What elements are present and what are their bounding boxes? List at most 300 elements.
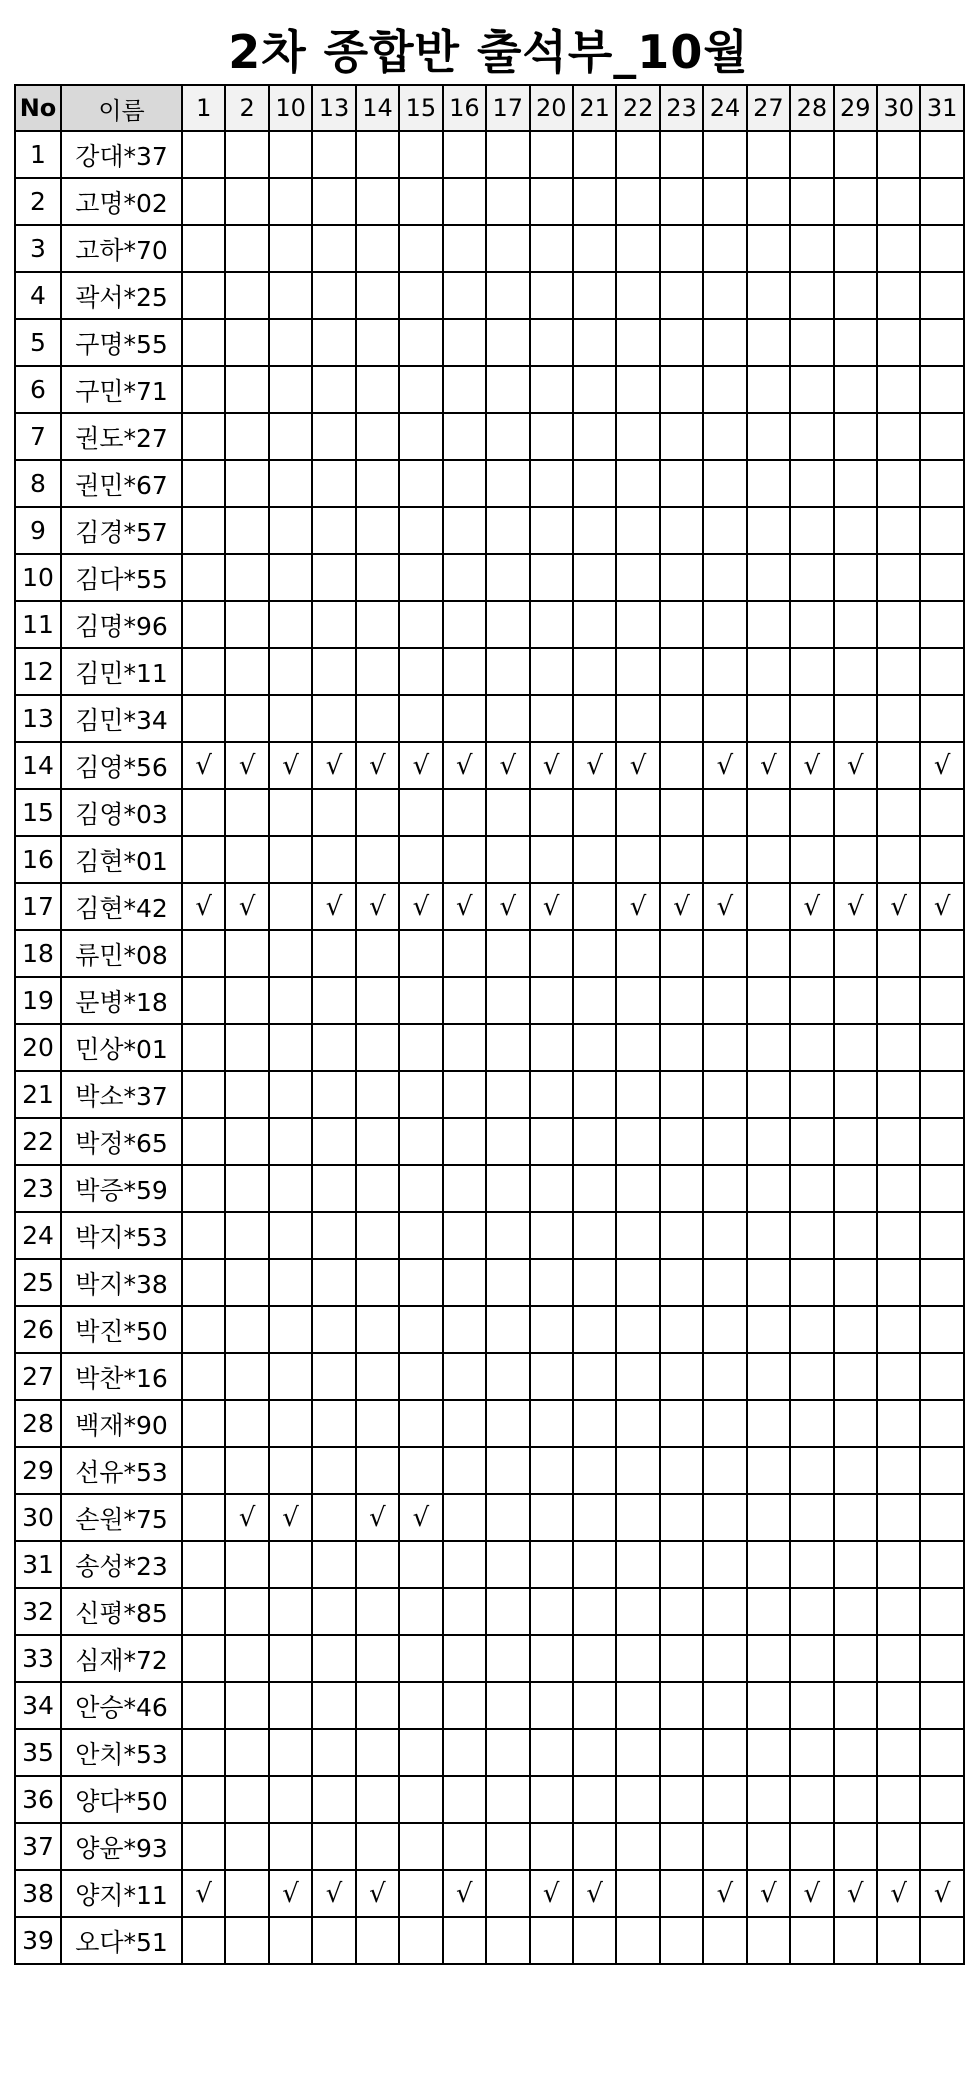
attendance-cell (703, 1823, 746, 1870)
attendance-cell (182, 1776, 225, 1823)
attendance-cell (399, 272, 442, 319)
attendance-cell (573, 507, 616, 554)
attendance-cell (573, 1588, 616, 1635)
attendance-cell (877, 507, 920, 554)
attendance-cell (182, 1447, 225, 1494)
row-number: 32 (15, 1588, 61, 1635)
attendance-cell (356, 1118, 399, 1165)
attendance-cell (616, 1870, 659, 1917)
attendance-cell (356, 225, 399, 272)
attendance-cell (747, 1306, 790, 1353)
attendance-check: √ (399, 1494, 442, 1541)
row-number: 15 (15, 789, 61, 836)
attendance-cell (269, 1635, 312, 1682)
attendance-cell (182, 319, 225, 366)
attendance-cell (703, 930, 746, 977)
attendance-cell (877, 554, 920, 601)
attendance-cell (660, 272, 703, 319)
attendance-cell (269, 178, 312, 225)
row-number: 6 (15, 366, 61, 413)
attendance-cell (703, 1306, 746, 1353)
attendance-cell (920, 1635, 963, 1682)
row-number: 17 (15, 883, 61, 930)
attendance-cell (312, 648, 355, 695)
attendance-cell (790, 930, 833, 977)
student-name: 류민*08 (61, 930, 182, 977)
attendance-cell (877, 977, 920, 1024)
attendance-cell (182, 131, 225, 178)
attendance-cell (877, 1541, 920, 1588)
attendance-cell (790, 131, 833, 178)
attendance-cell (182, 272, 225, 319)
attendance-cell (834, 1823, 877, 1870)
attendance-cell (182, 366, 225, 413)
student-name: 손원*75 (61, 1494, 182, 1541)
attendance-cell (920, 225, 963, 272)
header-day: 21 (573, 85, 616, 131)
attendance-cell (530, 1071, 573, 1118)
attendance-cell (616, 1541, 659, 1588)
attendance-cell (573, 1212, 616, 1259)
attendance-cell (399, 930, 442, 977)
attendance-cell (834, 1541, 877, 1588)
table-row (15, 1541, 964, 1588)
table-row (15, 601, 964, 648)
attendance-cell (182, 1682, 225, 1729)
attendance-cell (920, 554, 963, 601)
attendance-cell (703, 695, 746, 742)
attendance-cell (312, 1165, 355, 1212)
attendance-cell (573, 225, 616, 272)
attendance-cell (747, 272, 790, 319)
table-body (15, 131, 964, 1964)
attendance-cell (834, 1494, 877, 1541)
attendance-cell (660, 225, 703, 272)
attendance-cell (356, 460, 399, 507)
attendance-check: √ (877, 1870, 920, 1917)
student-name: 박정*65 (61, 1118, 182, 1165)
attendance-check: √ (356, 1494, 399, 1541)
attendance-cell (312, 1494, 355, 1541)
attendance-cell (920, 1024, 963, 1071)
attendance-cell (660, 1071, 703, 1118)
attendance-cell (225, 1729, 268, 1776)
attendance-cell (443, 1541, 486, 1588)
attendance-cell (312, 1823, 355, 1870)
attendance-cell (356, 272, 399, 319)
student-name: 고명*02 (61, 178, 182, 225)
attendance-cell (573, 1071, 616, 1118)
attendance-cell (399, 1682, 442, 1729)
attendance-cell (790, 1447, 833, 1494)
attendance-cell (269, 695, 312, 742)
attendance-cell (877, 742, 920, 789)
attendance-cell (790, 507, 833, 554)
attendance-cell (269, 131, 312, 178)
table-row (15, 1400, 964, 1447)
attendance-cell (269, 883, 312, 930)
student-name: 민상*01 (61, 1024, 182, 1071)
attendance-cell (443, 554, 486, 601)
attendance-cell (443, 1635, 486, 1682)
attendance-cell (399, 789, 442, 836)
attendance-cell (182, 1494, 225, 1541)
attendance-cell (616, 225, 659, 272)
attendance-cell (225, 601, 268, 648)
attendance-cell (443, 648, 486, 695)
attendance-cell (747, 1212, 790, 1259)
attendance-cell (703, 413, 746, 460)
row-number: 21 (15, 1071, 61, 1118)
table-row (15, 507, 964, 554)
attendance-cell (399, 1635, 442, 1682)
attendance-cell (877, 1212, 920, 1259)
attendance-cell (486, 601, 529, 648)
attendance-cell (834, 1259, 877, 1306)
attendance-cell (703, 1541, 746, 1588)
student-name: 안승*46 (61, 1682, 182, 1729)
attendance-cell (573, 836, 616, 883)
attendance-table (14, 84, 965, 1965)
attendance-cell (573, 1400, 616, 1447)
attendance-cell (225, 1024, 268, 1071)
attendance-cell (616, 977, 659, 1024)
attendance-cell (486, 1870, 529, 1917)
attendance-cell (486, 1729, 529, 1776)
attendance-cell (616, 1400, 659, 1447)
attendance-cell (834, 1212, 877, 1259)
attendance-cell (443, 1212, 486, 1259)
attendance-cell (269, 1682, 312, 1729)
table-row (15, 1870, 964, 1917)
attendance-cell (747, 1823, 790, 1870)
attendance-check: √ (225, 742, 268, 789)
attendance-cell (920, 977, 963, 1024)
attendance-cell (747, 930, 790, 977)
attendance-cell (356, 1212, 399, 1259)
attendance-cell (703, 554, 746, 601)
attendance-cell (182, 1212, 225, 1259)
attendance-cell (225, 1776, 268, 1823)
attendance-cell (660, 1823, 703, 1870)
attendance-cell (747, 413, 790, 460)
student-name: 박증*59 (61, 1165, 182, 1212)
attendance-cell (399, 460, 442, 507)
attendance-cell (182, 460, 225, 507)
student-name: 김명*96 (61, 601, 182, 648)
attendance-cell (356, 554, 399, 601)
attendance-cell (399, 695, 442, 742)
attendance-cell (834, 225, 877, 272)
attendance-check: √ (703, 1870, 746, 1917)
attendance-cell (834, 1165, 877, 1212)
attendance-cell (877, 1823, 920, 1870)
attendance-cell (703, 977, 746, 1024)
attendance-cell (660, 836, 703, 883)
attendance-cell (530, 1494, 573, 1541)
attendance-cell (312, 1917, 355, 1964)
attendance-cell (486, 366, 529, 413)
attendance-cell (530, 1729, 573, 1776)
row-number: 3 (15, 225, 61, 272)
attendance-cell (269, 272, 312, 319)
attendance-cell (269, 1447, 312, 1494)
attendance-cell (486, 1259, 529, 1306)
attendance-cell (269, 1165, 312, 1212)
page-title: 2차 종합반 출석부_10월 (228, 25, 749, 79)
attendance-cell (616, 1729, 659, 1776)
attendance-cell (269, 1729, 312, 1776)
attendance-cell (443, 1682, 486, 1729)
attendance-cell (486, 977, 529, 1024)
attendance-cell (920, 1165, 963, 1212)
attendance-cell (182, 977, 225, 1024)
table-row (15, 272, 964, 319)
attendance-check: √ (269, 1494, 312, 1541)
attendance-cell (920, 178, 963, 225)
attendance-cell (399, 1541, 442, 1588)
attendance-cell (747, 1071, 790, 1118)
attendance-cell (399, 648, 442, 695)
attendance-cell (920, 1541, 963, 1588)
attendance-cell (616, 272, 659, 319)
attendance-cell (530, 319, 573, 366)
attendance-cell (399, 319, 442, 366)
attendance-cell (877, 1635, 920, 1682)
attendance-cell (269, 1917, 312, 1964)
attendance-cell (660, 695, 703, 742)
attendance-check: √ (834, 742, 877, 789)
attendance-cell (877, 648, 920, 695)
attendance-cell (616, 1024, 659, 1071)
attendance-cell (225, 1447, 268, 1494)
attendance-cell (399, 1259, 442, 1306)
row-number: 5 (15, 319, 61, 366)
header-day: 20 (530, 85, 573, 131)
attendance-cell (703, 225, 746, 272)
attendance-cell (790, 554, 833, 601)
attendance-cell (573, 695, 616, 742)
attendance-cell (269, 1776, 312, 1823)
attendance-cell (225, 1071, 268, 1118)
attendance-cell (747, 554, 790, 601)
row-number: 28 (15, 1400, 61, 1447)
attendance-cell (877, 178, 920, 225)
attendance-cell (443, 413, 486, 460)
attendance-cell (877, 272, 920, 319)
attendance-cell (312, 695, 355, 742)
attendance-cell (443, 460, 486, 507)
attendance-cell (269, 1588, 312, 1635)
attendance-cell (182, 1353, 225, 1400)
attendance-cell (703, 1118, 746, 1165)
student-name: 박지*53 (61, 1212, 182, 1259)
attendance-cell (486, 930, 529, 977)
attendance-cell (356, 413, 399, 460)
attendance-cell (877, 366, 920, 413)
attendance-cell (399, 1776, 442, 1823)
attendance-cell (747, 1353, 790, 1400)
attendance-cell (486, 1306, 529, 1353)
attendance-cell (920, 366, 963, 413)
table-row (15, 1776, 964, 1823)
table-row (15, 460, 964, 507)
attendance-check: √ (573, 742, 616, 789)
attendance-cell (660, 1118, 703, 1165)
attendance-cell (834, 601, 877, 648)
header-day: 2 (225, 85, 268, 131)
attendance-cell (616, 131, 659, 178)
attendance-cell (530, 507, 573, 554)
student-name: 김경*57 (61, 507, 182, 554)
row-number: 24 (15, 1212, 61, 1259)
student-name: 김다*55 (61, 554, 182, 601)
attendance-check: √ (920, 1870, 963, 1917)
attendance-check: √ (312, 742, 355, 789)
attendance-cell (747, 1588, 790, 1635)
attendance-cell (443, 178, 486, 225)
table-row (15, 648, 964, 695)
attendance-cell (920, 413, 963, 460)
header-row (15, 85, 964, 131)
attendance-cell (747, 883, 790, 930)
attendance-cell (747, 1165, 790, 1212)
attendance-cell (399, 601, 442, 648)
attendance-cell (877, 1729, 920, 1776)
attendance-cell (834, 178, 877, 225)
attendance-cell (530, 695, 573, 742)
attendance-cell (573, 1118, 616, 1165)
attendance-cell (877, 413, 920, 460)
attendance-cell (269, 1259, 312, 1306)
attendance-cell (573, 930, 616, 977)
attendance-check: √ (486, 742, 529, 789)
attendance-cell (486, 178, 529, 225)
attendance-check: √ (356, 883, 399, 930)
attendance-cell (573, 1541, 616, 1588)
attendance-cell (834, 272, 877, 319)
attendance-cell (530, 1682, 573, 1729)
attendance-cell (660, 1024, 703, 1071)
attendance-cell (356, 1776, 399, 1823)
attendance-cell (443, 225, 486, 272)
attendance-cell (399, 1447, 442, 1494)
attendance-cell (660, 413, 703, 460)
attendance-cell (399, 554, 442, 601)
student-name: 구민*71 (61, 366, 182, 413)
attendance-cell (182, 648, 225, 695)
attendance-cell (530, 1541, 573, 1588)
attendance-cell (269, 977, 312, 1024)
attendance-cell (660, 648, 703, 695)
attendance-cell (703, 366, 746, 413)
attendance-cell (486, 695, 529, 742)
attendance-cell (530, 1259, 573, 1306)
attendance-cell (703, 178, 746, 225)
attendance-check: √ (269, 1870, 312, 1917)
attendance-cell (312, 272, 355, 319)
attendance-cell (530, 178, 573, 225)
row-number: 31 (15, 1541, 61, 1588)
row-number: 22 (15, 1118, 61, 1165)
attendance-cell (834, 1400, 877, 1447)
attendance-cell (747, 1259, 790, 1306)
attendance-cell (530, 930, 573, 977)
attendance-cell (356, 1447, 399, 1494)
attendance-cell (660, 1682, 703, 1729)
attendance-cell (703, 1729, 746, 1776)
attendance-check: √ (703, 883, 746, 930)
attendance-cell (877, 1776, 920, 1823)
student-name: 문병*18 (61, 977, 182, 1024)
attendance-cell (660, 789, 703, 836)
attendance-cell (660, 1588, 703, 1635)
attendance-cell (356, 977, 399, 1024)
attendance-cell (834, 836, 877, 883)
attendance-cell (660, 601, 703, 648)
attendance-cell (573, 977, 616, 1024)
attendance-cell (399, 1071, 442, 1118)
attendance-check: √ (877, 883, 920, 930)
attendance-cell (747, 1917, 790, 1964)
attendance-cell (920, 1306, 963, 1353)
attendance-cell (834, 319, 877, 366)
attendance-check: √ (616, 742, 659, 789)
student-name: 박지*38 (61, 1259, 182, 1306)
attendance-cell (616, 1776, 659, 1823)
attendance-cell (356, 836, 399, 883)
table-row (15, 695, 964, 742)
attendance-cell (356, 1682, 399, 1729)
attendance-cell (182, 178, 225, 225)
attendance-cell (486, 1588, 529, 1635)
attendance-cell (443, 1071, 486, 1118)
attendance-cell (225, 1541, 268, 1588)
attendance-cell (530, 1353, 573, 1400)
attendance-cell (269, 1212, 312, 1259)
attendance-cell (616, 1165, 659, 1212)
attendance-cell (225, 1165, 268, 1212)
attendance-cell (443, 1024, 486, 1071)
table-row (15, 1259, 964, 1306)
attendance-cell (312, 1776, 355, 1823)
attendance-cell (443, 1306, 486, 1353)
attendance-cell (312, 1071, 355, 1118)
attendance-cell (530, 1024, 573, 1071)
attendance-cell (877, 1024, 920, 1071)
attendance-cell (182, 789, 225, 836)
attendance-cell (573, 1306, 616, 1353)
student-name: 권도*27 (61, 413, 182, 460)
attendance-cell (747, 1541, 790, 1588)
row-number: 25 (15, 1259, 61, 1306)
attendance-cell (530, 554, 573, 601)
attendance-cell (225, 648, 268, 695)
attendance-cell (616, 836, 659, 883)
attendance-cell (399, 225, 442, 272)
attendance-cell (834, 1917, 877, 1964)
header-day: 29 (834, 85, 877, 131)
attendance-cell (790, 695, 833, 742)
attendance-cell (703, 1024, 746, 1071)
attendance-cell (877, 695, 920, 742)
row-number: 4 (15, 272, 61, 319)
attendance-cell (660, 1776, 703, 1823)
attendance-cell (834, 1776, 877, 1823)
attendance-cell (312, 1729, 355, 1776)
attendance-cell (530, 1212, 573, 1259)
row-number: 10 (15, 554, 61, 601)
